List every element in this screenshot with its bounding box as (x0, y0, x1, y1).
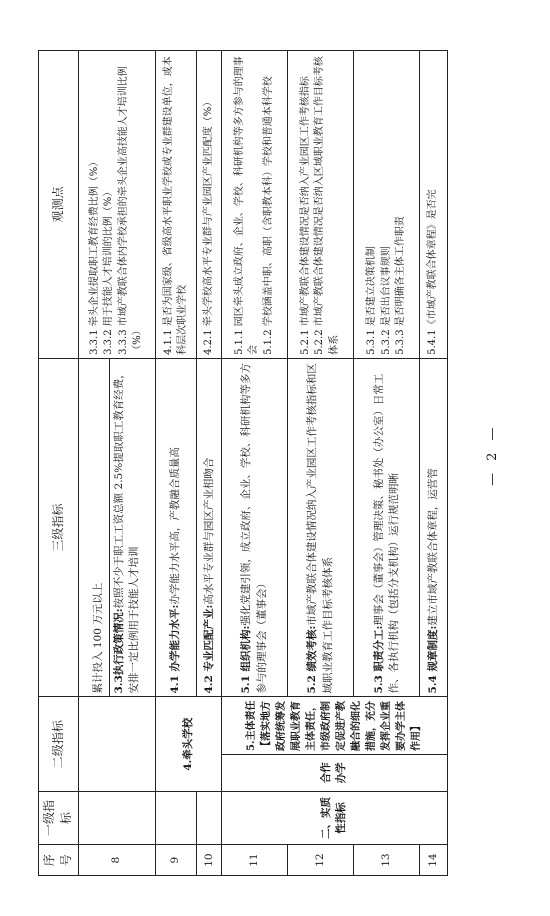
table-header-row (39, 51, 79, 876)
row-number: 8 (78, 845, 155, 876)
header-no: 序号 (39, 845, 79, 876)
observation-cell: 4.1.1 是否为国家级、省级高水平职业学校或专业群建设单位，或本科层次职业学校 (155, 51, 197, 359)
row-number: 14 (420, 845, 448, 876)
table-row (78, 51, 155, 876)
level3-body: 市域产教联合体建设情况纳入产业园区工作考核指标和区域职业教育工作目标考核体系 (306, 363, 334, 694)
level3-cell (221, 358, 287, 697)
level3-body: 高水平专业群与园区产业相吻合 (202, 457, 215, 605)
header-observation: 观测点 (39, 51, 79, 359)
indicator-table (38, 50, 448, 876)
header-level2: 二级指标 (39, 697, 79, 791)
level3-title: 4.1 办学能力水平: (169, 604, 182, 694)
observation-cell: 5.4.1《市域产教联合体章程》是否完 (420, 51, 448, 359)
level3-prev-text: 累计投入 100 万元以上 (92, 582, 105, 694)
level3-title: 4.2 专业匹配产业: (202, 604, 215, 694)
level1-cell: 二、实质性指标 (221, 791, 447, 844)
observation-cell: 4.2.1 牵头学校高水平专业群与产业园区产业匹配度（%） (197, 51, 222, 359)
level1-cell (78, 791, 155, 844)
level3-body: 建立市域产教联合体章程，运营管 (427, 468, 440, 626)
level3-body: 强化党建引领，成立政府、企业、学校、科研机构等多方参与的理事会（董事会） (240, 363, 268, 694)
level3-body: 办学能力水平高，产教融合质量高 (169, 447, 182, 605)
level3-body: 理事会（董事会）管理决策、秘书处（办公室）日常工作、各执行机构（包括分支机构）运行规范明晰 (372, 373, 400, 694)
row-number: 13 (354, 845, 420, 876)
header-level3: 三级指标 (39, 358, 79, 697)
table-row (155, 51, 197, 876)
level2b-cell: 5.主体责任【落实地方政府统筹发展职业教育主体责任，市级政府制定促进产教融合的细化措施，充分发挥企业重要办学主体作用】 (221, 697, 447, 754)
table-row (221, 51, 287, 876)
header-level1: 一级指标 (39, 791, 79, 844)
observation-cell: 5.2.1 市域产教联合体建设情况是否纳入产业园区工作考核指标 5.2.2 市域产教联合体建设情况是否纳入区域职业教育工作目标考核体系 (288, 51, 354, 359)
level3-title: 5.3 职责分工: (372, 625, 385, 694)
level3-title: 5.1 组织机构: (240, 625, 253, 694)
observation-cell: 5.3.1 是否建立决策机制 5.3.2 是否出台议事规则 5.3.3 是否明确各主体工作职责 (354, 51, 420, 359)
row-number: 11 (221, 845, 287, 876)
level2-cell: 4.牵头学校 (155, 697, 221, 791)
observation-cell: 5.1.1 园区牵头成立政府、企业、学校、科研机构等多方参与的理事会 5.1.2 学校涵盖中职、高职（含职教本科）学校和普通本科学校 (221, 51, 287, 359)
level3-cell (78, 358, 155, 697)
level3-cell (197, 358, 222, 697)
row-number: 10 (197, 845, 222, 876)
level3-title: 3.3执行政策情况: (112, 608, 125, 694)
row-number: 12 (288, 845, 354, 876)
level1-cell (197, 791, 222, 844)
level3-cell (155, 358, 197, 697)
level3-body: 按照不少于职工工资总额 2.5%提取职工教育经费，安排一定比例用于技能人才培训 (112, 368, 140, 694)
observation-cell: 3.3.1 牵头企业提取职工教育经费比例（%） 3.3.2 用于技能人才培训的比例（%） 3.3.3 市域产教联合体内学校承担的牵头企业高技能人才培训比例（%） (78, 51, 155, 359)
row-number: 9 (155, 845, 197, 876)
level2a-cell: 合作办学 (221, 754, 447, 791)
level3-cell (354, 358, 420, 697)
level3-cell (420, 358, 448, 697)
level3-title: 5.2 绩效考核: (306, 625, 319, 694)
level2-cell (78, 697, 155, 791)
level3-title: 5.4 规章制度: (427, 625, 440, 694)
level1-cell (155, 791, 197, 844)
level3-cell (288, 358, 354, 697)
page-number: — 2 — (485, 423, 500, 486)
